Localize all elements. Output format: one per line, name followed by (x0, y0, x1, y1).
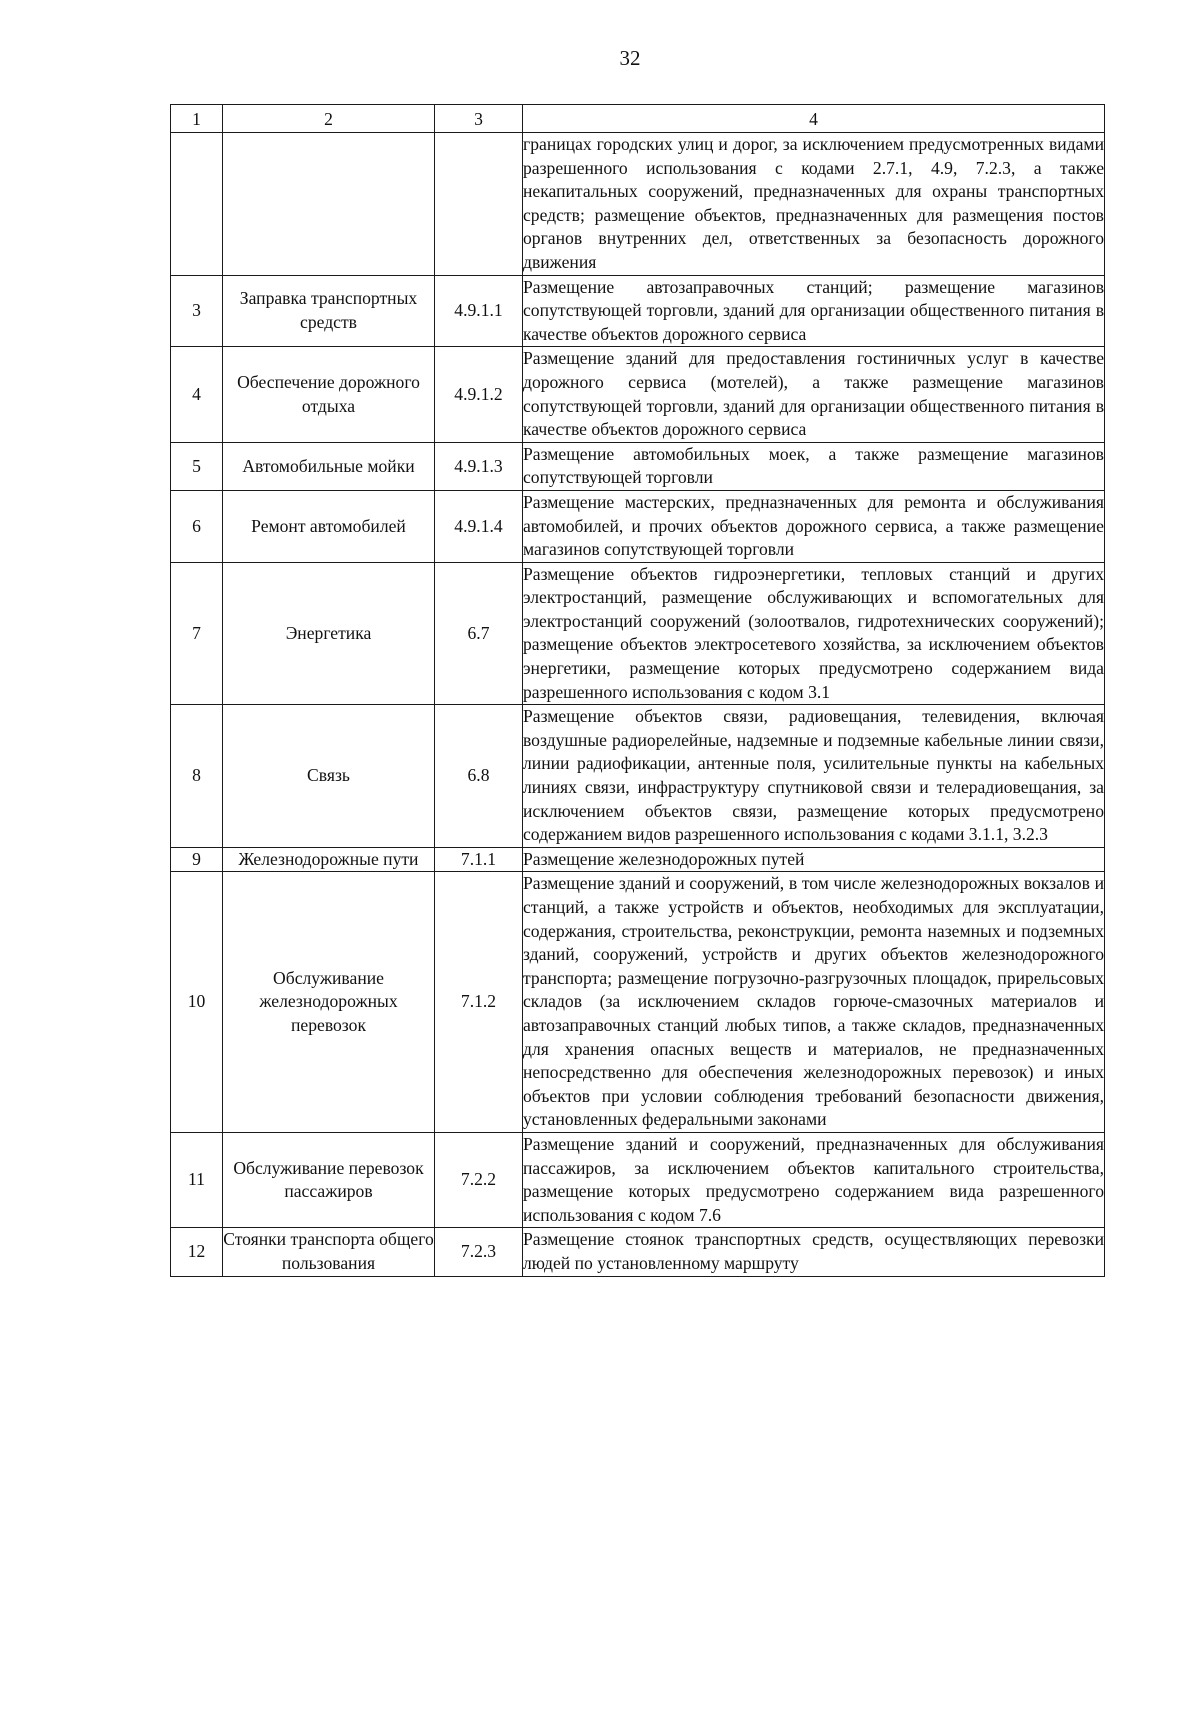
header-col-3: 3 (435, 105, 523, 133)
use-type-description: Размещение зданий для предоставления гостиничных услуг в качестве дорожного сервиса (мотелей), а также размещение магазинов сопутствующей торговли, зданий для организации общественного питания в качестве объектов дорожного сервиса (523, 347, 1105, 442)
use-type-code: 6.8 (435, 705, 523, 848)
table-row (171, 490, 1105, 562)
land-use-table (170, 104, 1105, 1277)
use-type-description: Размещение мастерских, предназначенных для ремонта и обслуживания автомобилей, и прочих объектов дорожного сервиса, а также размещение магазинов сопутствующей торговли (523, 490, 1105, 562)
use-type-description: Размещение железнодорожных путей (523, 847, 1105, 872)
row-number: 9 (171, 847, 223, 872)
table-row (171, 442, 1105, 490)
use-type-description: Размещение зданий и сооружений, в том числе железнодорожных вокзалов и станций, а также устройств и объектов, необходимых для эксплуатации, содержания, строительства, реконструкции, ремонта наземных и подземных зданий, сооружений, устройств и других объектов железнодорожного транспорта; размещение погрузочно-разгрузочных площадок, прирельсовых складов (за исключением складов горюче-смазочных материалов и автозаправочных станций любых типов, а также складов, предназначенных для хранения опасных веществ и материалов, не предназначенных непосредственно для обеспечения железнодорожных перевозок) и иных объектов при условии соблюдения требований безопасности движения, установленных федеральными законами (523, 872, 1105, 1133)
header-col-4: 4 (523, 105, 1105, 133)
header-col-1: 1 (171, 105, 223, 133)
use-type-description: границах городских улиц и дорог, за исключением предусмотренных видами разрешенного использования с кодами 2.7.1, 4.9, 7.2.3, а также некапитальных сооружений, предназначенных для охраны транспортных средств; размещение объектов, предназначенных для размещения постов органов внутренних дел, ответственных за безопасность дорожного движения (523, 133, 1105, 276)
use-type-code: 6.7 (435, 562, 523, 705)
use-type-name: Заправка транспортных средств (223, 275, 435, 347)
use-type-name: Стоянки транспорта общего пользования (223, 1228, 435, 1276)
use-type-code: 7.2.2 (435, 1132, 523, 1227)
row-number: 7 (171, 562, 223, 705)
table-row (171, 1132, 1105, 1227)
use-type-code: 4.9.1.2 (435, 347, 523, 442)
use-type-description: Размещение объектов связи, радиовещания, телевидения, включая воздушные радиорелейные, надземные и подземные кабельные линии связи, линии радиофикации, антенные поля, усилительные пункты на кабельных линиях связи, инфраструктуру спутниковой связи и телерадиовещания, за исключением объектов связи, размещение которых предусмотрено содержанием видов разрешенного использования с кодами 3.1.1, 3.2.3 (523, 705, 1105, 848)
use-type-description: Размещение стоянок транспортных средств, осуществляющих перевозки людей по установленному маршруту (523, 1228, 1105, 1276)
row-number: 3 (171, 275, 223, 347)
use-type-description: Размещение автозаправочных станций; размещение магазинов сопутствующей торговли, зданий для организации общественного питания в качестве объектов дорожного сервиса (523, 275, 1105, 347)
table-row (171, 133, 1105, 276)
use-type-code: 4.9.1.3 (435, 442, 523, 490)
use-type-code: 4.9.1.4 (435, 490, 523, 562)
table-row (171, 347, 1105, 442)
use-type-code: 7.2.3 (435, 1228, 523, 1276)
use-type-code: 7.1.2 (435, 872, 523, 1133)
use-type-name: Обслуживание железнодорожных перевозок (223, 872, 435, 1133)
use-type-code: 4.9.1.1 (435, 275, 523, 347)
row-number: 11 (171, 1132, 223, 1227)
table-row (171, 705, 1105, 848)
use-type-code (435, 133, 523, 276)
table-row (171, 275, 1105, 347)
row-number: 8 (171, 705, 223, 848)
use-type-name: Связь (223, 705, 435, 848)
use-type-name: Обеспечение дорожного отдыха (223, 347, 435, 442)
use-type-name (223, 133, 435, 276)
use-type-name: Энергетика (223, 562, 435, 705)
use-type-name: Обслуживание перевозок пассажиров (223, 1132, 435, 1227)
row-number: 5 (171, 442, 223, 490)
row-number (171, 133, 223, 276)
use-type-description: Размещение автомобильных моек, а также размещение магазинов сопутствующей торговли (523, 442, 1105, 490)
table-row (171, 562, 1105, 705)
header-col-2: 2 (223, 105, 435, 133)
table-row (171, 872, 1105, 1133)
table-row (171, 1228, 1105, 1276)
use-type-name: Ремонт автомобилей (223, 490, 435, 562)
row-number: 12 (171, 1228, 223, 1276)
row-number: 10 (171, 872, 223, 1133)
table-row (171, 847, 1105, 872)
table-header-row (171, 105, 1105, 133)
use-type-code: 7.1.1 (435, 847, 523, 872)
row-number: 6 (171, 490, 223, 562)
use-type-name: Автомобильные мойки (223, 442, 435, 490)
use-type-name: Железнодорожные пути (223, 847, 435, 872)
page-number: 32 (619, 46, 641, 70)
use-type-description: Размещение зданий и сооружений, предназначенных для обслуживания пассажиров, за исключением объектов капитального строительства, размещение которых предусмотрено содержанием вида разрешенного использования с кодом 7.6 (523, 1132, 1105, 1227)
use-type-description: Размещение объектов гидроэнергетики, тепловых станций и других электростанций, размещение обслуживающих и вспомогательных для электростанций сооружений (золоотвалов, гидротехнических сооружений); размещение объектов электросетевого хозяйства, за исключением объектов энергетики, размещение которых предусмотрено содержанием вида разрешенного использования с кодом 3.1 (523, 562, 1105, 705)
row-number: 4 (171, 347, 223, 442)
